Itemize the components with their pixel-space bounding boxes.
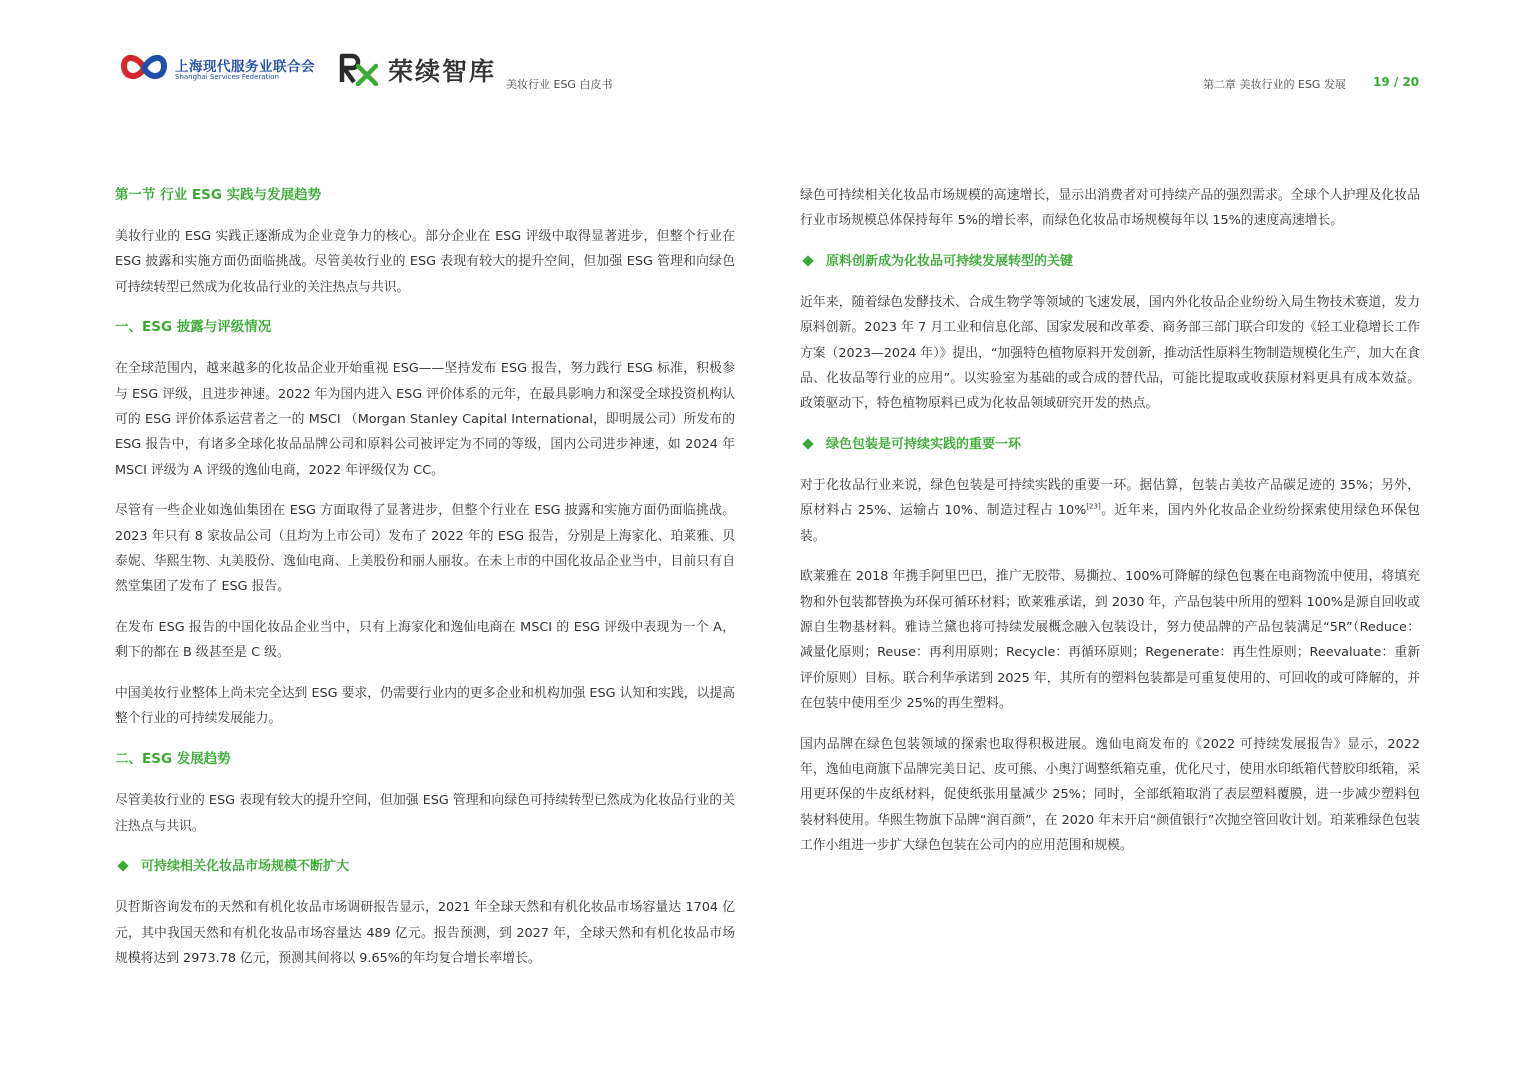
paragraph-market-growth: 绿色可持续相关化妆品市场规模的高速增长，显示出消费者对可持续产品的强烈需求。全球个人护理及化妆品行业市场规模总体保持每年 5%的增长率，而绿色化妆品市场规模每年以 15%的速度高速增长。 <box>800 188 1420 229</box>
bullet-heading-packaging-text: 绿色包装是可持续实践的重要一环 <box>826 437 1022 453</box>
intro-paragraph: 美妆行业的 ESG 实践正逐渐成为企业竞争力的核心。部分企业在 ESG 评级中取得显著进步，但整个行业在 ESG 披露和实施方面仍面临挑战。尽管美妆行业的 ESG 表现有较大的提升空间，但加强 ESG 管理和向绿色可持续转型已然成为化妆品行业的关注热点与共识。 <box>115 229 735 295</box>
bullet-heading-market <box>115 854 735 879</box>
bullet-heading-ingredients <box>800 249 1420 274</box>
diamond-bullet-icon <box>117 861 128 872</box>
paragraph-disclosure-1: 在全球范围内，越来越多的化妆品企业开始重视 ESG——坚持发布 ESG 报告，努力践行 ESG 标准，积极参与 ESG 评级，且进步神速。2022 年为国内进入 ESG 评价体系的元年，在最具影响力和深受全球投资机构认可的 ESG 评价体系运营者之一的 MSCI （Morgan Stanley Capital International，即明晟公司）所发布的 ESG 报告中，有诸多全球化妆品品牌公司和原料公司被评定为不同的等级，国内公司进步神速，如 2024 年 MSCI 评级为 A 评级的逸仙电商，2022 年评级仅为 CC。 <box>115 361 735 478</box>
paragraph-disclosure-2: 尽管有一些企业如逸仙集团在 ESG 方面取得了显著进步，但整个行业在 ESG 披露和实施方面仍面临挑战。2023 年只有 8 家妆品公司（且均为上市公司）发布了 2022 年的 ESG 报告，分别是上海家化、珀莱雅、贝泰妮、华熙生物、丸美股份、逸仙电商、上美股份和丽人丽妆。在未上市的中国化妆品企业当中，目前只有自然堂集团了发布了 ESG 报告。 <box>115 503 735 595</box>
ssf-emblem-icon <box>120 50 168 86</box>
right-column <box>800 183 1420 874</box>
diamond-bullet-icon <box>802 255 813 266</box>
paragraph-market: 贝哲斯咨询发布的天然和有机化妆品市场调研报告显示，2021 年全球天然和有机化妆品市场容量达 1704 亿元，其中我国天然和有机化妆品市场容量达 489 亿元。报告预测，到 2027 年，全球天然和有机化妆品市场规模将达到 2973.78 亿元，预测其间将以 9.65%的年均复合增长率增长。 <box>115 900 735 966</box>
page-number: 19 / 20 <box>1373 75 1420 89</box>
packaging-text-a: 对于化妆品行业来说，绿色包装是可持续实践的重要一环。据估算，包装占美妆产品碳足迹的 35%；另外，原材料占 25%、运输占 10%、制造过程占 10% <box>800 478 1420 519</box>
rongxu-think-tank-logo <box>338 52 498 86</box>
document-title: 美妆行业 ESG 白皮书 <box>506 78 613 91</box>
page-header <box>0 0 1527 110</box>
packaging-text-b: 。近年来，国内外化妆品企业纷纷探索使用绿色环保包装。 <box>800 503 1420 544</box>
heading-esg-disclosure: 一、ESG 披露与评级情况 <box>115 319 272 336</box>
chapter-title: 第二章 美妆行业的 ESG 发展 <box>1203 78 1346 91</box>
bullet-heading-packaging <box>800 432 1420 457</box>
section-title: 第一节 行业 ESG 实践与发展趋势 <box>115 187 322 203</box>
bullet-heading-market-text: 可持续相关化妆品市场规模不断扩大 <box>141 859 350 875</box>
shanghai-services-federation-logo <box>120 50 320 90</box>
paragraph-ingredients: 近年来，随着绿色发酵技术、合成生物学等领域的飞速发展，国内外化妆品企业纷纷入局生物技术赛道，发力原料创新。2023 年 7 月工业和信息化部、国家发展和改革委、商务部三部门联合印发的《轻工业稳增长工作方案（2023—2024 年）》提出，“加强特色植物原料开发创新，推动活性原料生物制造规模化生产，加大在食品、化妆品等行业的应用”。以实验室为基础的或合成的替代品，可能比提取或收获原材料更具有成本效益。政策驱动下，特色植物原料已成为化妆品领域研究开发的热点。 <box>800 295 1420 412</box>
paragraph-disclosure-4: 中国美妆行业整体上尚未完全达到 ESG 要求，仍需要行业内的更多企业和机构加强 ESG 认知和实践，以提高整个行业的可持续发展能力。 <box>115 686 735 727</box>
left-column <box>115 183 735 987</box>
diamond-bullet-icon <box>802 438 813 449</box>
bullet-heading-ingredients-text: 原料创新成为化妆品可持续发展转型的关键 <box>826 254 1074 270</box>
rx-name: 荣续智库 <box>388 57 497 86</box>
ssf-name-cn: 上海现代服务业联合会 <box>175 59 315 75</box>
rx-mark-icon <box>338 52 380 86</box>
paragraph-packaging-2: 欧莱雅在 2018 年携手阿里巴巴，推广无胶带、易撕拉、100%可降解的绿色包裹在电商物流中使用，将填充物和外包装都替换为环保可循环材料；欧莱雅承诺，到 2030 年，产品包装中所用的塑料 100%是源自回收或源自生物基材料。雅诗兰黛也将可持续发展概念融入包装设计，努力使品牌的产品包装满足“5R”（Reduce：减量化原则；Reuse：再利用原则；Recycle：再循环原则；Regenerate：再生性原则；Reevaluate：重新评价原则）目标。联合利华承诺到 2025 年，其所有的塑料包装都是可重复使用的、可回收的或可降解的，并在包装中使用至少 25%的再生塑料。 <box>800 569 1420 711</box>
paragraph-disclosure-3: 在发布 ESG 报告的中国化妆品企业当中，只有上海家化和逸仙电商在 MSCI 的 ESG 评级中表现为一个 A，剩下的都在 B 级甚至是 C 级。 <box>115 620 735 661</box>
paragraph-packaging-1 <box>800 473 1420 549</box>
citation-ref: [23] <box>1086 503 1101 512</box>
ssf-name-en: Shanghai Services Federation <box>175 73 279 81</box>
paragraph-packaging-3: 国内品牌在绿色包装领域的探索也取得积极进展。逸仙电商发布的《2022 可持续发展报告》显示，2022 年，逸仙电商旗下品牌完美日记、皮可熊、小奥汀调整纸箱克重，优化尺寸，使用水印纸箱代替胶印纸箱，采用更环保的牛皮纸材料，促使纸张用量减少 25%；同时，全部纸箱取消了表层塑料覆膜，进一步减少塑料包装材料使用。华熙生物旗下品牌“润百颜”，在 2020 年末开启“颜值银行”次抛空管回收计划。珀莱雅绿色包装工作小组进一步扩大绿色包装在公司内的应用范围和规模。 <box>800 736 1420 853</box>
heading-esg-trends: 二、ESG 发展趋势 <box>115 751 231 768</box>
paragraph-trends-intro: 尽管美妆行业的 ESG 表现有较大的提升空间，但加强 ESG 管理和向绿色可持续转型已然成为化妆品行业的关注热点与共识。 <box>115 793 735 834</box>
